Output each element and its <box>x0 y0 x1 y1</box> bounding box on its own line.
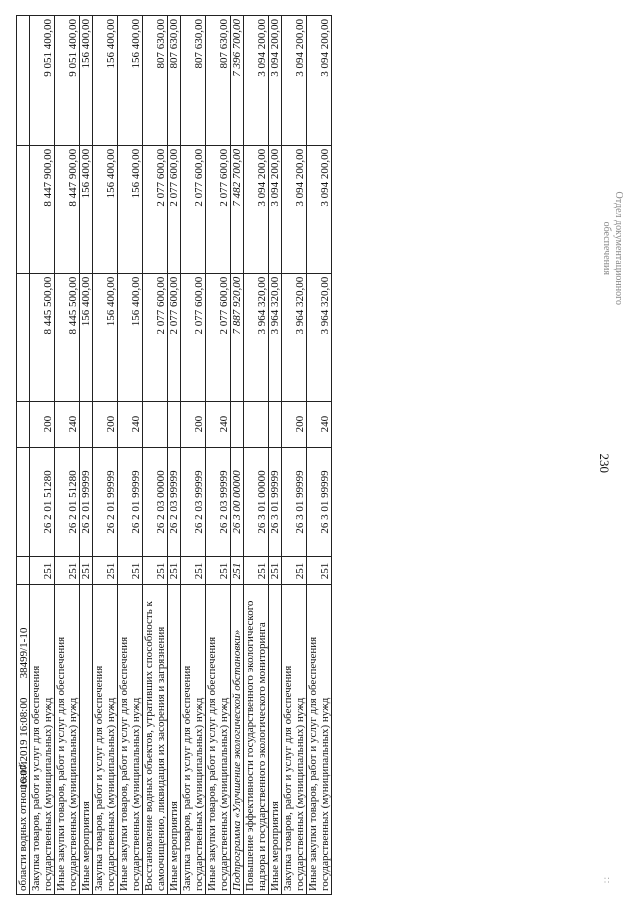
row-vr <box>168 401 181 447</box>
row-name: Иные мероприятия <box>168 585 181 895</box>
row-value-1: 2 077 600,00 <box>168 273 181 401</box>
row-csr: 26 2 01 51280 <box>55 447 80 557</box>
row-value-2: 8 447 900,00 <box>30 145 55 273</box>
table-row <box>181 16 206 895</box>
row-name: Закупка товаров, работ и услуг для обеспечения государственных (муниципальных) нужд <box>181 585 206 895</box>
row-csr: 26 3 00 00000 <box>231 447 244 557</box>
row-value-2: 3 094 200,00 <box>269 145 282 273</box>
row-csr: 26 2 03 99999 <box>168 447 181 557</box>
row-value-1: 3 964 320,00 <box>269 273 282 401</box>
row-value-3: 3 094 200,00 <box>269 16 282 146</box>
row-value-2: 156 400,00 <box>118 145 143 273</box>
row-vr: 240 <box>118 401 143 447</box>
table-row <box>231 16 244 895</box>
row-name: Иные закупки товаров, работ и услуг для обеспечения государственных (муниципальных) нужд <box>55 585 80 895</box>
row-gr: 251 <box>206 557 231 585</box>
row-name: Восстановление водных объектов, утративших способность к самоочищению, ликвидация их засорения и загрязнения <box>143 585 168 895</box>
row-value-2: 156 400,00 <box>93 145 118 273</box>
row-value-1: 8 445 500,00 <box>30 273 55 401</box>
row-vr <box>231 401 244 447</box>
row-csr: 26 2 01 99999 <box>118 447 143 557</box>
row-csr: 26 2 01 99999 <box>93 447 118 557</box>
row-value-3: 9 051 400,00 <box>55 16 80 146</box>
print-datetime: 16.07.2019 16:08:00 <box>18 697 30 789</box>
row-gr: 251 <box>181 557 206 585</box>
row-value-3: 9 051 400,00 <box>30 16 55 146</box>
row-gr: 251 <box>231 557 244 585</box>
row-vr: 200 <box>30 401 55 447</box>
row-gr: 251 <box>93 557 118 585</box>
table-row <box>30 16 55 895</box>
department-stamp <box>600 192 624 305</box>
row-value-2: 3 094 200,00 <box>244 145 269 273</box>
table-row <box>143 16 168 895</box>
row-csr: 26 2 03 00000 <box>143 447 168 557</box>
row-name: Иные мероприятия <box>269 585 282 895</box>
stamp-line-1: Отдел документационного <box>613 191 624 305</box>
row-value-1: 3 964 320,00 <box>282 273 307 401</box>
table-row <box>307 16 332 895</box>
row-name: Иные закупки товаров, работ и услуг для обеспечения государственных (муниципальных) нужд <box>118 585 143 895</box>
row-value-1: 2 077 600,00 <box>143 273 168 401</box>
row-gr: 251 <box>269 557 282 585</box>
row-value-2: 2 077 600,00 <box>181 145 206 273</box>
document-id: 38499/1-10 <box>18 627 30 679</box>
row-value-2: 2 077 600,00 <box>168 145 181 273</box>
row-value-3: 156 400,00 <box>80 16 93 146</box>
row-value-3: 7 396 700,00 <box>231 16 244 146</box>
row-value-2: 3 094 200,00 <box>307 145 332 273</box>
row-value-3: 3 094 200,00 <box>307 16 332 146</box>
table-row <box>168 16 181 895</box>
row-value-3: 807 630,00 <box>168 16 181 146</box>
table-row <box>282 16 307 895</box>
budget-table <box>16 15 332 895</box>
row-gr: 251 <box>118 557 143 585</box>
row-name: Закупка товаров, работ и услуг для обеспечения государственных (муниципальных) нужд <box>30 585 55 895</box>
row-vr: 240 <box>206 401 231 447</box>
row-csr: 26 3 01 99999 <box>282 447 307 557</box>
row-value-3 <box>17 16 30 146</box>
row-value-2: 8 447 900,00 <box>55 145 80 273</box>
row-value-3: 807 630,00 <box>181 16 206 146</box>
row-value-2 <box>17 145 30 273</box>
row-value-1: 156 400,00 <box>93 273 118 401</box>
row-value-1: 156 400,00 <box>118 273 143 401</box>
row-value-3: 156 400,00 <box>93 16 118 146</box>
table-row <box>269 16 282 895</box>
row-value-1: 3 964 320,00 <box>307 273 332 401</box>
row-value-3: 807 630,00 <box>206 16 231 146</box>
row-gr: 251 <box>80 557 93 585</box>
row-vr: 200 <box>282 401 307 447</box>
row-name: Подпрограмма «Улучшение экологической обстановки» <box>231 585 244 895</box>
row-csr <box>17 447 30 557</box>
row-value-2: 156 400,00 <box>80 145 93 273</box>
row-gr: 251 <box>30 557 55 585</box>
row-csr: 26 3 01 99999 <box>269 447 282 557</box>
row-vr: 240 <box>307 401 332 447</box>
row-name: области водных отношений <box>17 585 30 895</box>
row-value-3: 156 400,00 <box>118 16 143 146</box>
row-name: Повышение эффективности государственного экологического надзора и государственного экологического мониторинга <box>244 585 269 895</box>
row-vr: 200 <box>93 401 118 447</box>
table-row <box>244 16 269 895</box>
row-value-3: 3 094 200,00 <box>244 16 269 146</box>
row-value-2: 3 094 200,00 <box>282 145 307 273</box>
margin-mark-icon: ∷ <box>602 877 612 883</box>
row-vr <box>269 401 282 447</box>
page-number: 230 <box>597 453 612 473</box>
row-name: Закупка товаров, работ и услуг для обеспечения государственных (муниципальных) нужд <box>282 585 307 895</box>
row-csr: 26 2 01 51280 <box>30 447 55 557</box>
table-row <box>93 16 118 895</box>
row-value-1: 2 077 600,00 <box>181 273 206 401</box>
row-value-3: 3 094 200,00 <box>282 16 307 146</box>
stamp-line-2: обеспечения <box>601 221 612 275</box>
row-gr: 251 <box>282 557 307 585</box>
table-row <box>55 16 80 895</box>
row-gr: 251 <box>307 557 332 585</box>
row-vr: 200 <box>181 401 206 447</box>
row-name: Закупка товаров, работ и услуг для обеспечения государственных (муниципальных) нужд <box>93 585 118 895</box>
row-csr: 26 2 03 99999 <box>181 447 206 557</box>
row-vr <box>244 401 269 447</box>
row-vr: 240 <box>55 401 80 447</box>
row-value-2: 2 077 600,00 <box>143 145 168 273</box>
row-csr: 26 2 03 99999 <box>206 447 231 557</box>
table-row <box>118 16 143 895</box>
row-gr <box>17 557 30 585</box>
row-value-1: 156 400,00 <box>80 273 93 401</box>
row-value-1: 8 445 500,00 <box>55 273 80 401</box>
row-value-1: 3 964 320,00 <box>244 273 269 401</box>
row-value-3: 807 630,00 <box>143 16 168 146</box>
row-csr: 26 2 01 99999 <box>80 447 93 557</box>
row-value-1 <box>17 273 30 401</box>
row-name: Иные мероприятия <box>80 585 93 895</box>
row-vr <box>80 401 93 447</box>
row-gr: 251 <box>168 557 181 585</box>
row-name: Иные закупки товаров, работ и услуг для обеспечения государственных (муниципальных) нужд <box>307 585 332 895</box>
row-value-2: 2 077 600,00 <box>206 145 231 273</box>
row-value-1: 2 077 600,00 <box>206 273 231 401</box>
row-name: Иные закупки товаров, работ и услуг для обеспечения государственных (муниципальных) нужд <box>206 585 231 895</box>
row-csr: 26 3 01 99999 <box>307 447 332 557</box>
table-row <box>206 16 231 895</box>
row-csr: 26 3 01 00000 <box>244 447 269 557</box>
print-footer <box>18 628 30 789</box>
row-vr <box>17 401 30 447</box>
row-value-1: 7 887 920,00 <box>231 273 244 401</box>
row-value-2: 7 482 700,00 <box>231 145 244 273</box>
row-gr: 251 <box>244 557 269 585</box>
row-gr: 251 <box>143 557 168 585</box>
row-vr <box>143 401 168 447</box>
row-gr: 251 <box>55 557 80 585</box>
table-row <box>80 16 93 895</box>
